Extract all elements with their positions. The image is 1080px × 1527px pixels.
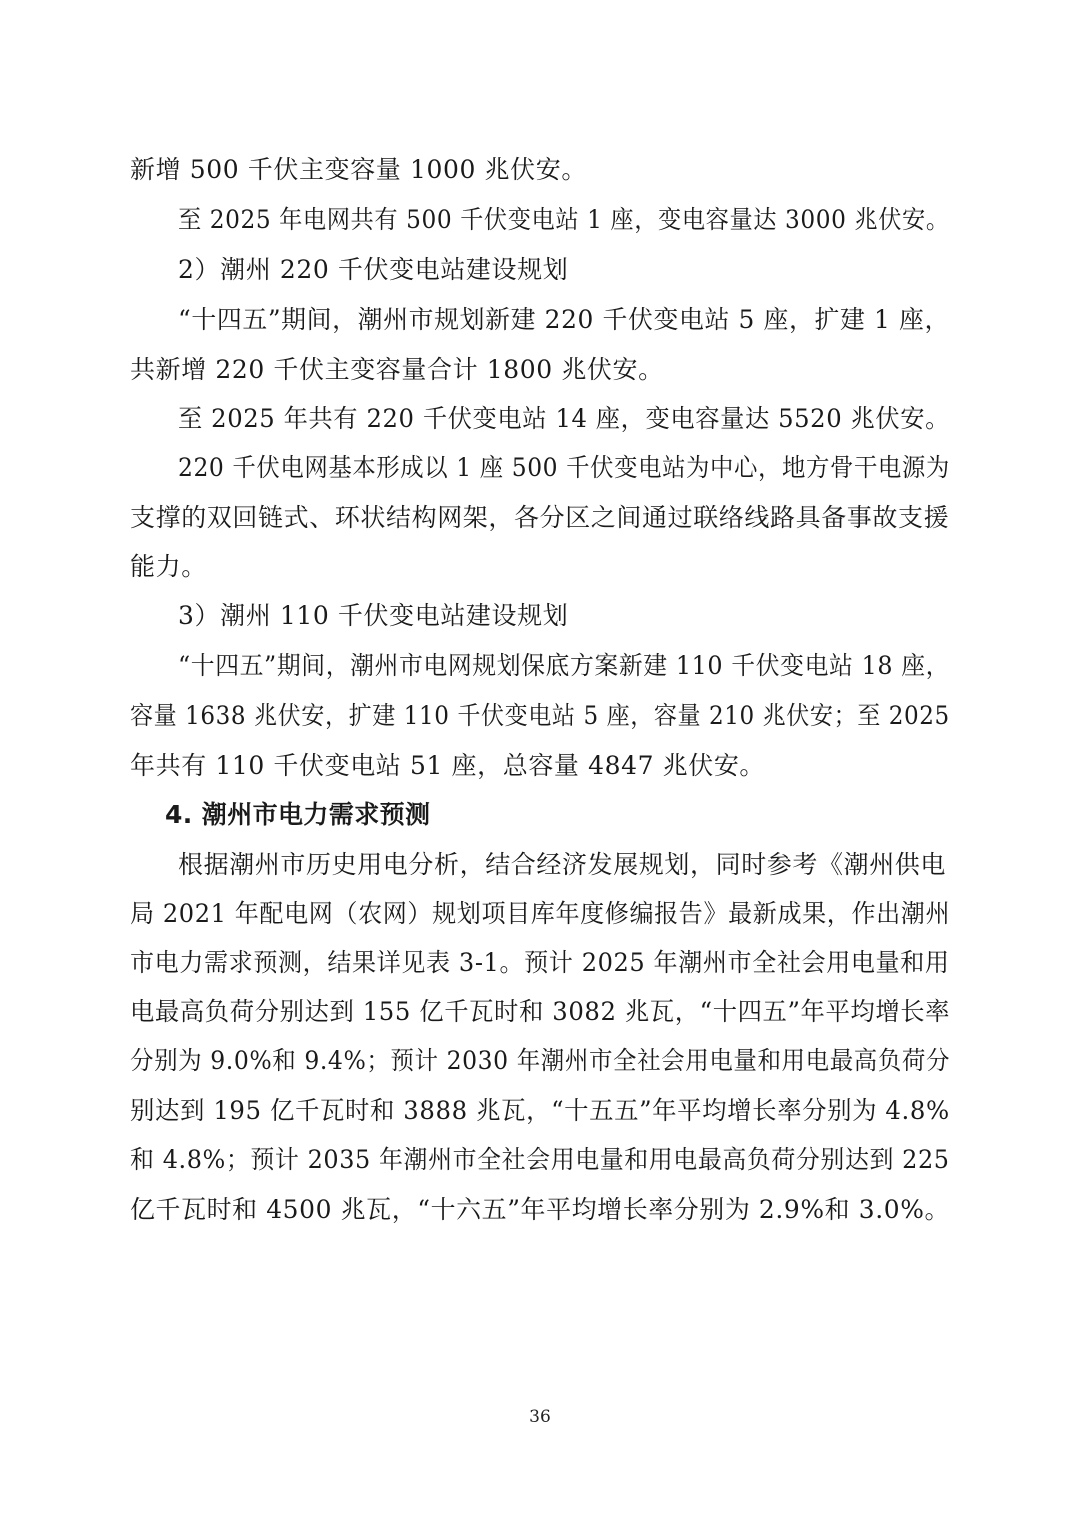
subsection-heading: 3）潮州 110 千伏变电站建设规划 xyxy=(178,601,569,630)
text-line: “十四五”期间，潮州市规划新建 220 千伏变电站 5 座，扩建 1 座， xyxy=(178,305,950,334)
text-line: 市电力需求预测，结果详见表 3-1。预计 2025 年潮州市全社会用电量和用 xyxy=(130,948,950,977)
text-line: 容量 1638 兆伏安，扩建 110 千伏变电站 5 座，容量 210 兆伏安；至 2025 xyxy=(130,701,950,730)
text-line: 亿千瓦时和 4500 兆瓦，“十六五”年平均增长率分别为 2.9%和 3.0%。 xyxy=(130,1195,951,1224)
text-line: 分别为 9.0%和 9.4%；预计 2030 年潮州市全社会用电量和用电最高负荷分 xyxy=(130,1046,951,1075)
subsection-heading: 2）潮州 220 千伏变电站建设规划 xyxy=(178,255,569,284)
text-line: 年共有 110 千伏变电站 51 座，总容量 4847 兆伏安。 xyxy=(130,751,766,780)
page-number: 36 xyxy=(529,1407,551,1427)
text-line: 电最高负荷分别达到 155 亿千瓦时和 3082 兆瓦，“十四五”年平均增长率 xyxy=(130,997,951,1026)
text-line: 别达到 195 亿千瓦时和 3888 兆瓦，“十五五”年平均增长率分别为 4.8% xyxy=(130,1096,950,1125)
text-line: 共新增 220 千伏主变容量合计 1800 兆伏安。 xyxy=(130,355,664,384)
text-line: “十四五”期间，潮州市电网规划保底方案新建 110 千伏变电站 18 座， xyxy=(178,651,951,680)
text-line: 至 2025 年电网共有 500 千伏变电站 1 座，变电容量达 3000 兆伏安。 xyxy=(178,205,950,234)
text-line: 局 2021 年配电网（农网）规划项目库年度修编报告》最新成果，作出潮州 xyxy=(130,899,951,928)
text-line: 能力。 xyxy=(130,552,207,581)
text-line: 支撑的双回链式、环状结构网架，各分区之间通过联络线路具备事故支援 xyxy=(130,503,950,532)
text-line: 根据潮州市历史用电分析，结合经济发展规划，同时参考《潮州供电 xyxy=(178,850,947,879)
text-line: 220 千伏电网基本形成以 1 座 500 千伏变电站为中心，地方骨干电源为 xyxy=(178,453,950,482)
text-line: 和 4.8%；预计 2035 年潮州市全社会用电量和用电最高负荷分别达到 225 xyxy=(130,1145,950,1174)
text-line: 新增 500 千伏主变容量 1000 兆伏安。 xyxy=(130,155,587,184)
section-heading: 4. 潮州市电力需求预测 xyxy=(165,800,431,829)
text-line: 至 2025 年共有 220 千伏变电站 14 座，变电容量达 5520 兆伏安。 xyxy=(178,404,950,433)
